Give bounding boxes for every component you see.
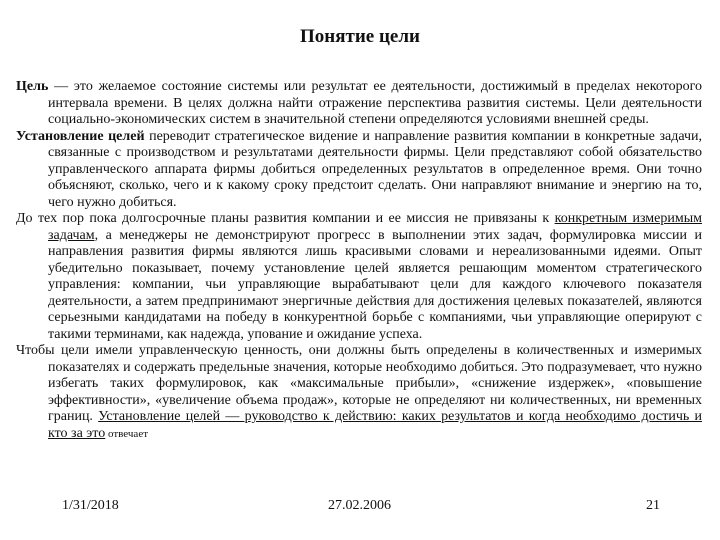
- footer-page-number: 21: [646, 498, 660, 513]
- paragraph-text: а менеджеры не демонстрируют прогресс в выполнении этих задач, формулировка миссии и направления развития фирмы являются лишь красивыми словами и нереализованными идеями. Опыт убедительно показывает, почему установление целей является решающим моментом стратегического управления: компании, чьи управляющие вырабатывают цели для каждого ключевого показателя деятельности, а затем предпринимают энергичные действия для достижения целевых показателей, являются серьезными кандидатами на победу в конкурентной борьбе с компаниями, чьи управляющие оперируют с такими терминами, как надежда, упование и ожидание успеха.: [48, 227, 702, 342]
- hyperlink-goal-setting-guide[interactable]: Установление целей — руководство к действию: каких результатов и когда необходимо достичь и кто за это: [48, 409, 703, 441]
- slide-title: Понятие цели: [300, 26, 420, 47]
- paragraph-tail-text: отвечает: [105, 427, 149, 440]
- paragraph-text: переводит стратегическое видение и направление развития компании в конкретные задачи, связанные с производством и результатами деятельности фирмы. Цели представляют собой обязательство управленческого аппарата фирмы добиться определенных результатов в определенное время. Они точно объясняют, сколько, чего и к какому сроку предстоит сделать. Они направляют внимание и энергию на то, чего нужно добиться.: [48, 128, 702, 210]
- paragraph-long-term-plans: [16, 211, 702, 343]
- paragraph-text: До тех пор пока долгосрочные планы развития компании и ее миссия не привязаны к: [16, 211, 555, 226]
- footer-date-left: 1/31/2018: [62, 498, 119, 513]
- paragraph-text: — это желаемое состояние системы или результат ее деятельности, достижимый в пределах некоторого интервала времени. В целях должна найти отражение перспектива развития системы. Цели деятельности социально-экономических систем в значительной степени определяются условиями внешней среды.: [48, 79, 702, 127]
- paragraph-text: Чтобы цели имели управленческую ценность, они должны быть определены в количественных и измеримых показателях и содержать предельные значения, которые необходимо добиться. Это подразумевает, что нужно избегать таких формулировок, как «максимальные прибыли», «снижение издержек», «повышение эффективности», «увеличение объема продаж», которые не определяют ни количественных, ни временных границ.: [16, 343, 702, 424]
- footer-date-center: 27.02.2006: [328, 498, 391, 513]
- paragraph-goal-setting: [16, 129, 702, 212]
- paragraph-managerial-value: [16, 343, 702, 442]
- hyperlink-measurable-tasks[interactable]: конкретным измеримым задачам,: [48, 211, 702, 243]
- slide-body: [16, 79, 702, 442]
- term-goal: Цель: [16, 79, 49, 94]
- term-goal-setting: Установление целей: [16, 128, 145, 144]
- paragraph-goal-definition: [16, 79, 702, 129]
